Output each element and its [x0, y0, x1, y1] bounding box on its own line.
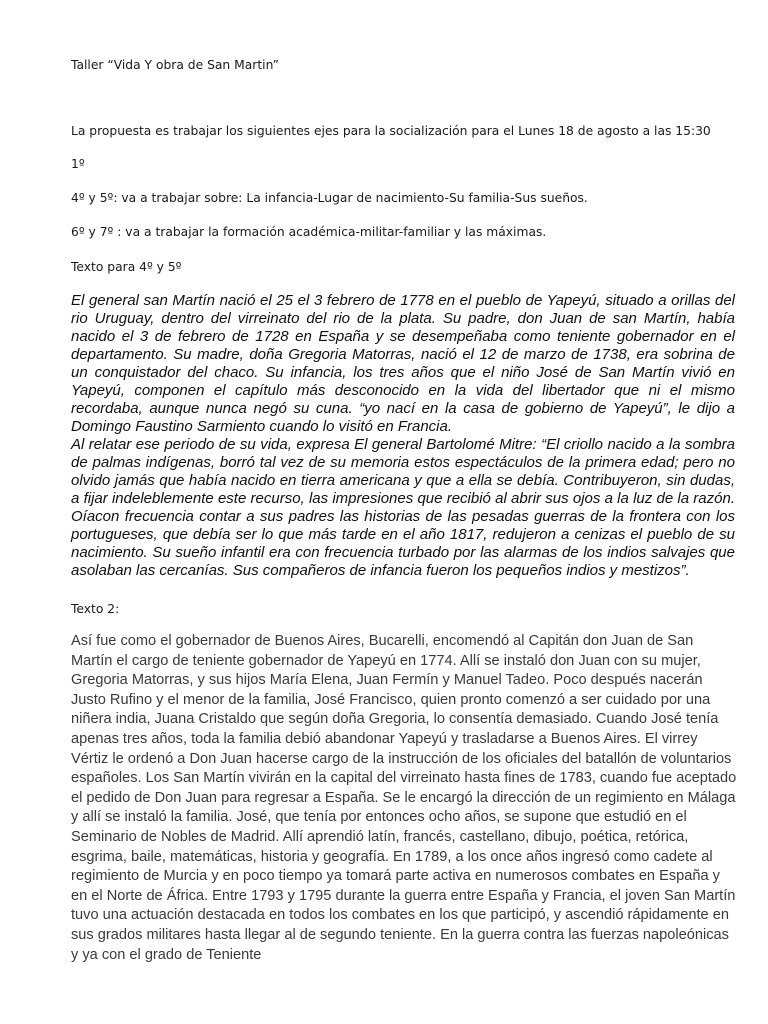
list-item-3: 6º y 7º : va a trabajar la formación académica-militar-familiar y las máximas. — [71, 225, 547, 239]
texto2-paragraph: Así fue como el gobernador de Buenos Aires, Bucarelli, encomendó al Capitán don Juan de San Martín el cargo de teniente gobernador de Yapeyú en 1774. Allí se instaló don Juan con su mujer, Gregoria Matorras, y sus hijos María Elena, Juan Fermín y Manuel Tadeo. Poco después nacerán Justo Rufino y el menor de la familia, José Francisco, quien pronto comenzó a ser cuidado por una niñera india, Juana Cristaldo que según doña Gregoria, lo consentía demasiado. Cuando José tenía apenas tres años, toda la familia debió abandonar Yapeyú y trasladarse a Buenos Aires. El virrey Vértiz le ordenó a Don Juan hacerse cargo de la instrucción de los oficiales del batallón de voluntarios españoles. Los San Martín vivirán en la capital del virreinato hasta fines de 1783, cuando fue aceptado el pedido de Don Juan para regresar a España. Se le encargó la dirección de un regimiento en Málaga y allí se instaló la familia. José, que tenía por entonces ocho años, se supone que estudió en el Seminario de Nobles de Madrid. Allí aprendió latín, francés, castellano, dibujo, poética, retórica, esgrima, baile, matemáticas, historia y geografía. En 1789, a los once años ingresó como cadete al regimiento de Murcia y en poco tiempo ya tomará parte activa en numerosos combates en España y en el Norte de África. Entre 1793 y 1795 durante la guerra entre España y Francia, el joven San Martín tuvo una actuación destacada en todos los combates en los que participó, y ascendió rápidamente en sus grados militares hasta llegar al de segundo teniente. En la guerra contra las fuerzas napoleónicas y ya con el grado de Teniente — [71, 633, 737, 963]
intro-text: La propuesta es trabajar los siguientes ejes para la socialización para el Lunes 18 de agosto a las 15:30 — [71, 124, 711, 138]
list-item-1: 1º — [71, 157, 85, 171]
texto1-paragraph-2: Al relatar ese periodo de su vida, expresa El general Bartolomé Mitre: “El criollo nacido a la sombra de palmas indígenas, borró tal vez de su memoria estos espectáculos de la primera edad; pero no olvido jamás que había nacido en tierra americana y que a ella se debía. Contribuyeron, sin dudas, a fijar indeleblemente este recurso, las impresiones que recibió al abrir sus ojos a la luz de la razón. Oíacon frecuencia contar a sus padres las historias de las pesadas guerras de la frontera con los portugueses, que debía ser lo que más tarde en el año 1817, redujeron a cenizas el pueblo de su nacimiento. Su sueño infantil era con frecuencia turbado por las alarmas de los indios salvajes que asolaban las cercanías. Sus compañeros de infancia fueron los pequeños indios y mestizos”. — [71, 436, 735, 579]
texto1-paragraph-1: El general san Martín nació el 25 el 3 febrero de 1778 en el pueblo de Yapeyú, situado a orillas del rio Uruguay, dentro del virreinato del rio de la plata. Su padre, don Juan de san Martín, había nacido el 3 de febrero de 1728 en España y se desempeñaba como teniente gobernador en el departamento. Su madre, doña Gregoria Matorras, nació el 12 de marzo de 1738, era sobrina de un conquistador del chaco. Su infancia, los tres años que el niño José de San Martín vivió en Yapeyú, componen el capítulo más desconocido en la vida del libertador que ni el mismo recordaba, aunque nunca negó su cuna. “yo nací en la casa de gobierno de Yapeyú”, le dijo a Domingo Faustino Sarmiento cuando lo visitó en Francia. — [71, 292, 735, 435]
list-item-2: 4º y 5º: va a trabajar sobre: La infancia-Lugar de nacimiento-Su familia-Sus sueños. — [71, 191, 588, 205]
texto1-heading: Texto para 4º y 5º — [71, 260, 182, 274]
texto2-heading: Texto 2: — [71, 602, 120, 616]
document-title: Taller “Vida Y obra de San Martin” — [71, 58, 280, 72]
